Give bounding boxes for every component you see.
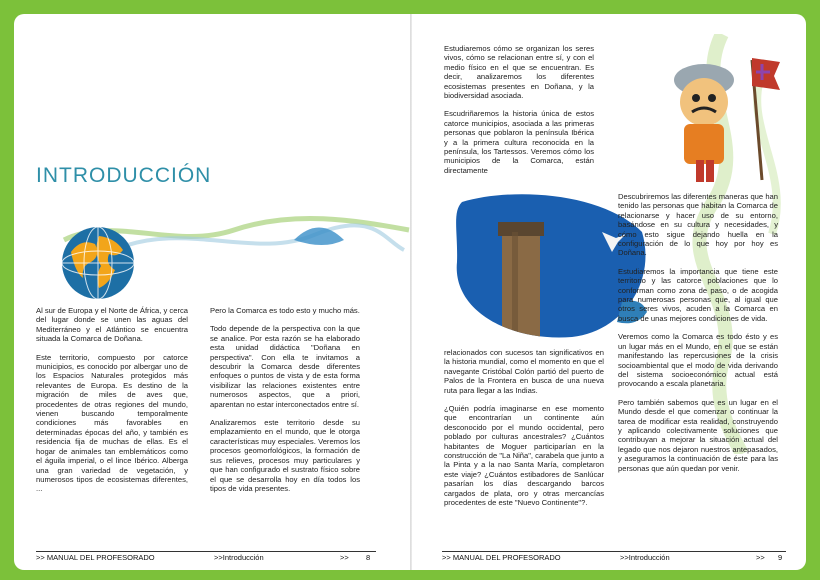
left-column-2 (210, 306, 360, 502)
paragraph: Pero la Comarca es todo esto y mucho más. (210, 306, 360, 315)
footer-manual: >> MANUAL DEL PROFESORADO (36, 553, 155, 562)
footer-section: >>Introducción (620, 553, 670, 562)
flag-icon (752, 58, 780, 90)
page-number: 9 (778, 553, 783, 562)
paragraph: Veremos como la Comarca es todo ésto y es un lugar más en el Mundo, en el que se están manifestando las repercusiones de la crisis socioambiental que el modo de vida derivando del sistema socioeconómico actual está provocando a escala planetaria. (618, 332, 778, 389)
paragraph: Escudriñaremos la historia única de estos catorce municipios, asociada a las primeras personas que poblaron la península Ibérica y a la primera cultura reconocida en la península, los Tartessos. Veremos cómo los municipios de la Comarca, están directamente (444, 109, 594, 175)
explorer-character-illustration (644, 40, 794, 190)
page-title: INTRODUCCIÓN (36, 164, 212, 187)
paragraph: Estudiaremos cómo se organizan los seres vivos, cómo se relacionan entre sí, y con el medio físico en el que se encuentran. Es decir, analizaremos los diferentes ecosistemas presentes en Doñana, y la biodiversidad asociada. (444, 44, 594, 101)
footer-arrow: >> (340, 553, 349, 562)
blue-wave (294, 228, 344, 246)
right-column-2 (618, 192, 778, 482)
footer-section: >>Introducción (214, 553, 264, 562)
footer-arrow: >> (756, 553, 765, 562)
page-number: 8 (366, 553, 371, 562)
footer-manual: >> MANUAL DEL PROFESORADO (442, 553, 561, 562)
blue-swirl (114, 225, 404, 250)
paragraph: Todo depende de la perspectiva con la que se analice. Por esta razón se ha elaborado esta unidad didáctica "Doñana en perspectiva". Con ella te invitamos a descubrir la Comarca desde diferentes enfoques o puntos de vista y de esta forma visibilizar las relaciones existentes entre numerosos aspectos, que a priori, aparentan no estar interconectados entre sí. (210, 324, 360, 409)
right-page (412, 14, 806, 570)
paragraph: relacionados con sucesos tan significativos en la historia mundial, como el momento en que el navegante Cristóbal Colón partió del puerto de Palos de la Frontera en busca de una nueva ruta para llegar a las Indias. (444, 348, 604, 395)
left-page (14, 14, 412, 570)
right-column-1-bottom (444, 348, 604, 517)
left-column-1 (36, 306, 188, 503)
footer (442, 551, 786, 564)
paragraph: ¿Quién podría imaginarse en ese momento que encontrarían un continente aún desconocido por el mundo occidental, pero poblado por culturas ancestrales? ¿Cuántos habitantes de Moguer participarían en la construcción de "La Niña", carabela que junto a la Pinta y a la nao Santa María, completaron este viaje? ¿Cuántos estibadores de Sanlúcar pasarían los días descargando barcos cargados de plata, oro y otras mercancías procedentes de este "Nuevo Continente"?. (444, 404, 604, 508)
paragraph: Descubriremos las diferentes maneras que han tenido las personas que habitan la Comarca de relacionarse y hacer uso de su entorno, basándose en su cultura y necesidades, y cómo esto sigue dejando huella en la configuración de lo que hoy por hoy es Doñana. (618, 192, 778, 258)
paragraph: Estudiaremos la importancia que tiene este territorio y las catorce poblaciones que lo conforman como zona de paso, o de acogida para numerosas personas que, al igual que otros seres vivos, acuden a la Comarca en busca de unas mejores condiciones de vida. (618, 266, 778, 323)
paragraph: Pero también sabemos que es un lugar en el Mundo desde el que comenzar o continuar la tarea de modificar esta realidad, construyendo y aplicando colectivamente soluciones que contribuyan a mejorar la situación actual del legado que nos dejaron nuestros antepasados, y aseguramos la continuación de éste para las personas que aún quedan por venir. (618, 397, 778, 473)
right-column-1-top (444, 44, 594, 184)
footer (36, 551, 376, 564)
globe-icon (59, 224, 137, 302)
paragraph: Este territorio, compuesto por catorce municipios, es conocido por albergar uno de los Espacios Naturales protegidos más relevantes de Europa. Es destino de la migración de miles de aves que, procedentes de otras regiones del mundo, vienen buscando temporalmente condiciones más favorables en determinadas épocas del año, y también es residencia fija de muchas de ellas. Es el hogar de animales tan emblemáticos como el águila imperial, o el lince Ibérico. Alberga una gran variedad de vegetación, y numerosos tipos de ecosistemas diferentes, ... (36, 352, 188, 494)
paragraph: Al sur de Europa y el Norte de África, y cerca del lugar donde se unen las aguas del Mediterráneo y el Atlántico se encuentra situada la Comarca de Doñana. (36, 306, 188, 344)
paragraph: Analizaremos este territorio desde su emplazamiento en el mundo, que le otorga características muy especiales. Veremos los procesos geomorfológicos, la formación de sus relieves, procesos muy particulares y que han configurado el sustrato físico sobre el que se desarrolla hoy en día todos los tipos de vida presentes. (210, 418, 360, 493)
